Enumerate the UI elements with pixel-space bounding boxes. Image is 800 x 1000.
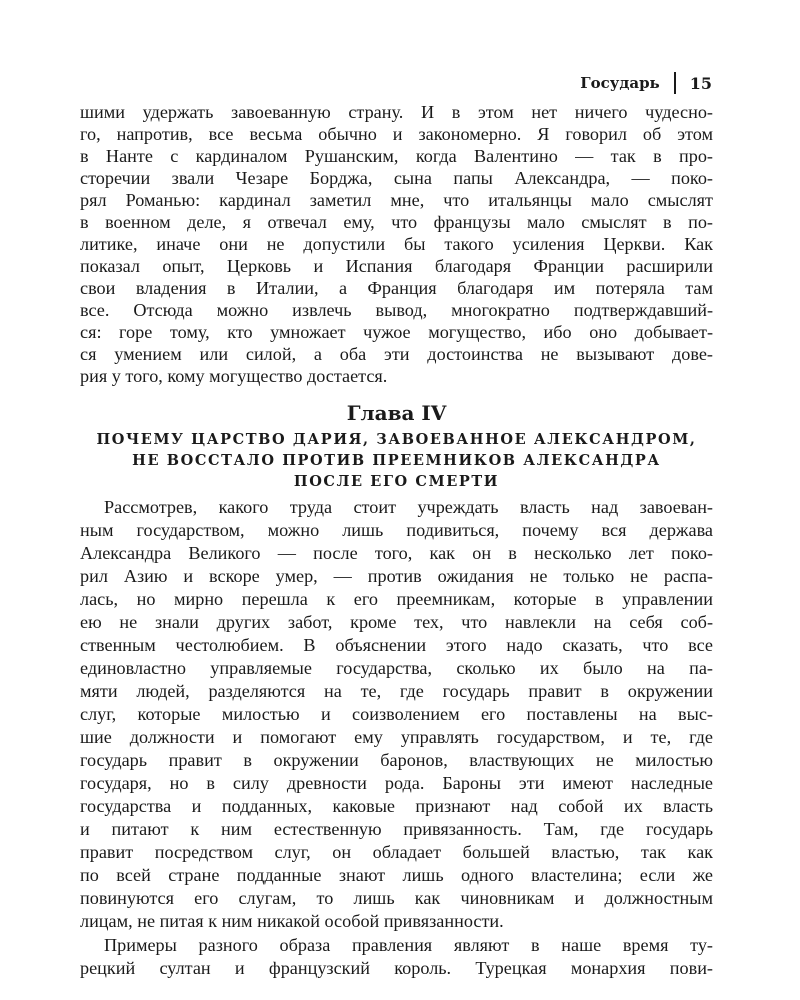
text-line: рия у того, кому могущество достается. (80, 366, 388, 386)
running-head (580, 72, 712, 94)
text-line: рил Азию и вскоре умер, — против ожидания не только не распа- (80, 566, 713, 586)
text-line: ся умением или силой, а оба эти достоинства не вызывают дове- (80, 344, 713, 364)
text-line: правит посредством слуг, он обладает большей властью, так как (80, 842, 713, 862)
text-line: шими удержать завоеванную страну. И в этом нет ничего чудесно- (80, 102, 713, 122)
chapter-subtitle-line: ПОЧЕМУ ЦАРСТВО ДАРИЯ, ЗАВОЕВАННОЕ АЛЕКСАНДРОМ, (96, 431, 697, 448)
text-line: ственным честолюбием. В объяснении этого надо сказать, что все (80, 635, 713, 655)
text-line: ным государством, можно лишь подивиться, почему вся держава (80, 520, 713, 540)
text-line: единовластно управляемые государства, сколько их было на па- (80, 658, 713, 678)
text-line: в Нанте с кардиналом Рушанским, когда Валентино — так в про- (80, 146, 713, 166)
text-line: показал опыт, Церковь и Испания благодаря Франции расширили (80, 256, 713, 276)
text-line: рецкий султан и французский король. Турецкая монархия пови- (80, 958, 713, 978)
running-head-divider (674, 72, 676, 94)
text-line: государя, но в силу древности рода. Бароны эти имеют наследные (80, 773, 713, 793)
text-line: и питают к ним естественную привязанность. Там, где государь (80, 819, 713, 839)
text-line: го, напротив, все весьма обычно и закономерно. Я говорил об этом (80, 124, 713, 144)
running-head-title: Государь (580, 74, 660, 92)
text-line: по всей стране подданные знают лишь одного властелина; если же (80, 865, 713, 885)
text-line: слуг, которые милостью и соизволением его поставлены на выс- (80, 704, 713, 724)
text-line: все. Отсюда можно извлечь вывод, многократно подтверждавший- (80, 300, 713, 320)
text-line: литике, иначе они не допустили бы такого усиления Церкви. Как (80, 234, 713, 254)
text-line: рял Романью: кардинал заметил мне, что итальянцы мало смыслят (80, 190, 713, 210)
text-line: лицам, не питая к ним никакой особой привязанности. (80, 911, 504, 931)
page-number: 15 (689, 73, 712, 93)
chapter-subtitle-line: НЕ ВОССТАЛО ПРОТИВ ПРЕЕМНИКОВ АЛЕКСАНДРА (132, 452, 661, 469)
text-line: шие должности и помогают ему управлять государством, и те, где (80, 727, 713, 747)
text-line: Александра Великого — после того, как он в несколько лет поко- (80, 543, 713, 563)
text-line: ею не знали других забот, кроме тех, что навлекли на себя соб- (80, 612, 713, 632)
text-line: повинуются его слугам, то лишь как чиновникам и должностным (80, 888, 713, 908)
chapter-title: Глава IV (346, 401, 447, 425)
text-line: ся: горе тому, кто умножает чужое могущество, ибо оно добывает- (80, 322, 713, 342)
text-line: мяти людей, разделяются на те, где государь правит в окружении (80, 681, 713, 701)
chapter-subtitle-line: ПОСЛЕ ЕГО СМЕРТИ (293, 473, 500, 490)
text-line: в военном деле, я отвечал ему, что французы мало смыслят в по- (80, 212, 713, 232)
text-line: Примеры разного образа правления являют в наше время ту- (104, 935, 713, 955)
text-line: государь правит в окружении баронов, властвующих не милостью (80, 750, 713, 770)
text-line: сторечии звали Чезаре Борджа, сына папы Александра, — поко- (80, 168, 713, 188)
text-line: Рассмотрев, какого труда стоит учреждать власть над завоеван- (104, 497, 713, 517)
text-line: лась, но мирно перешла к его преемникам, которые в управлении (80, 589, 713, 609)
text-line: свои владения в Италии, а Франция благодаря им потеряла там (80, 278, 713, 298)
text-line: государства и подданных, каковые признают над собой их власть (80, 796, 713, 816)
